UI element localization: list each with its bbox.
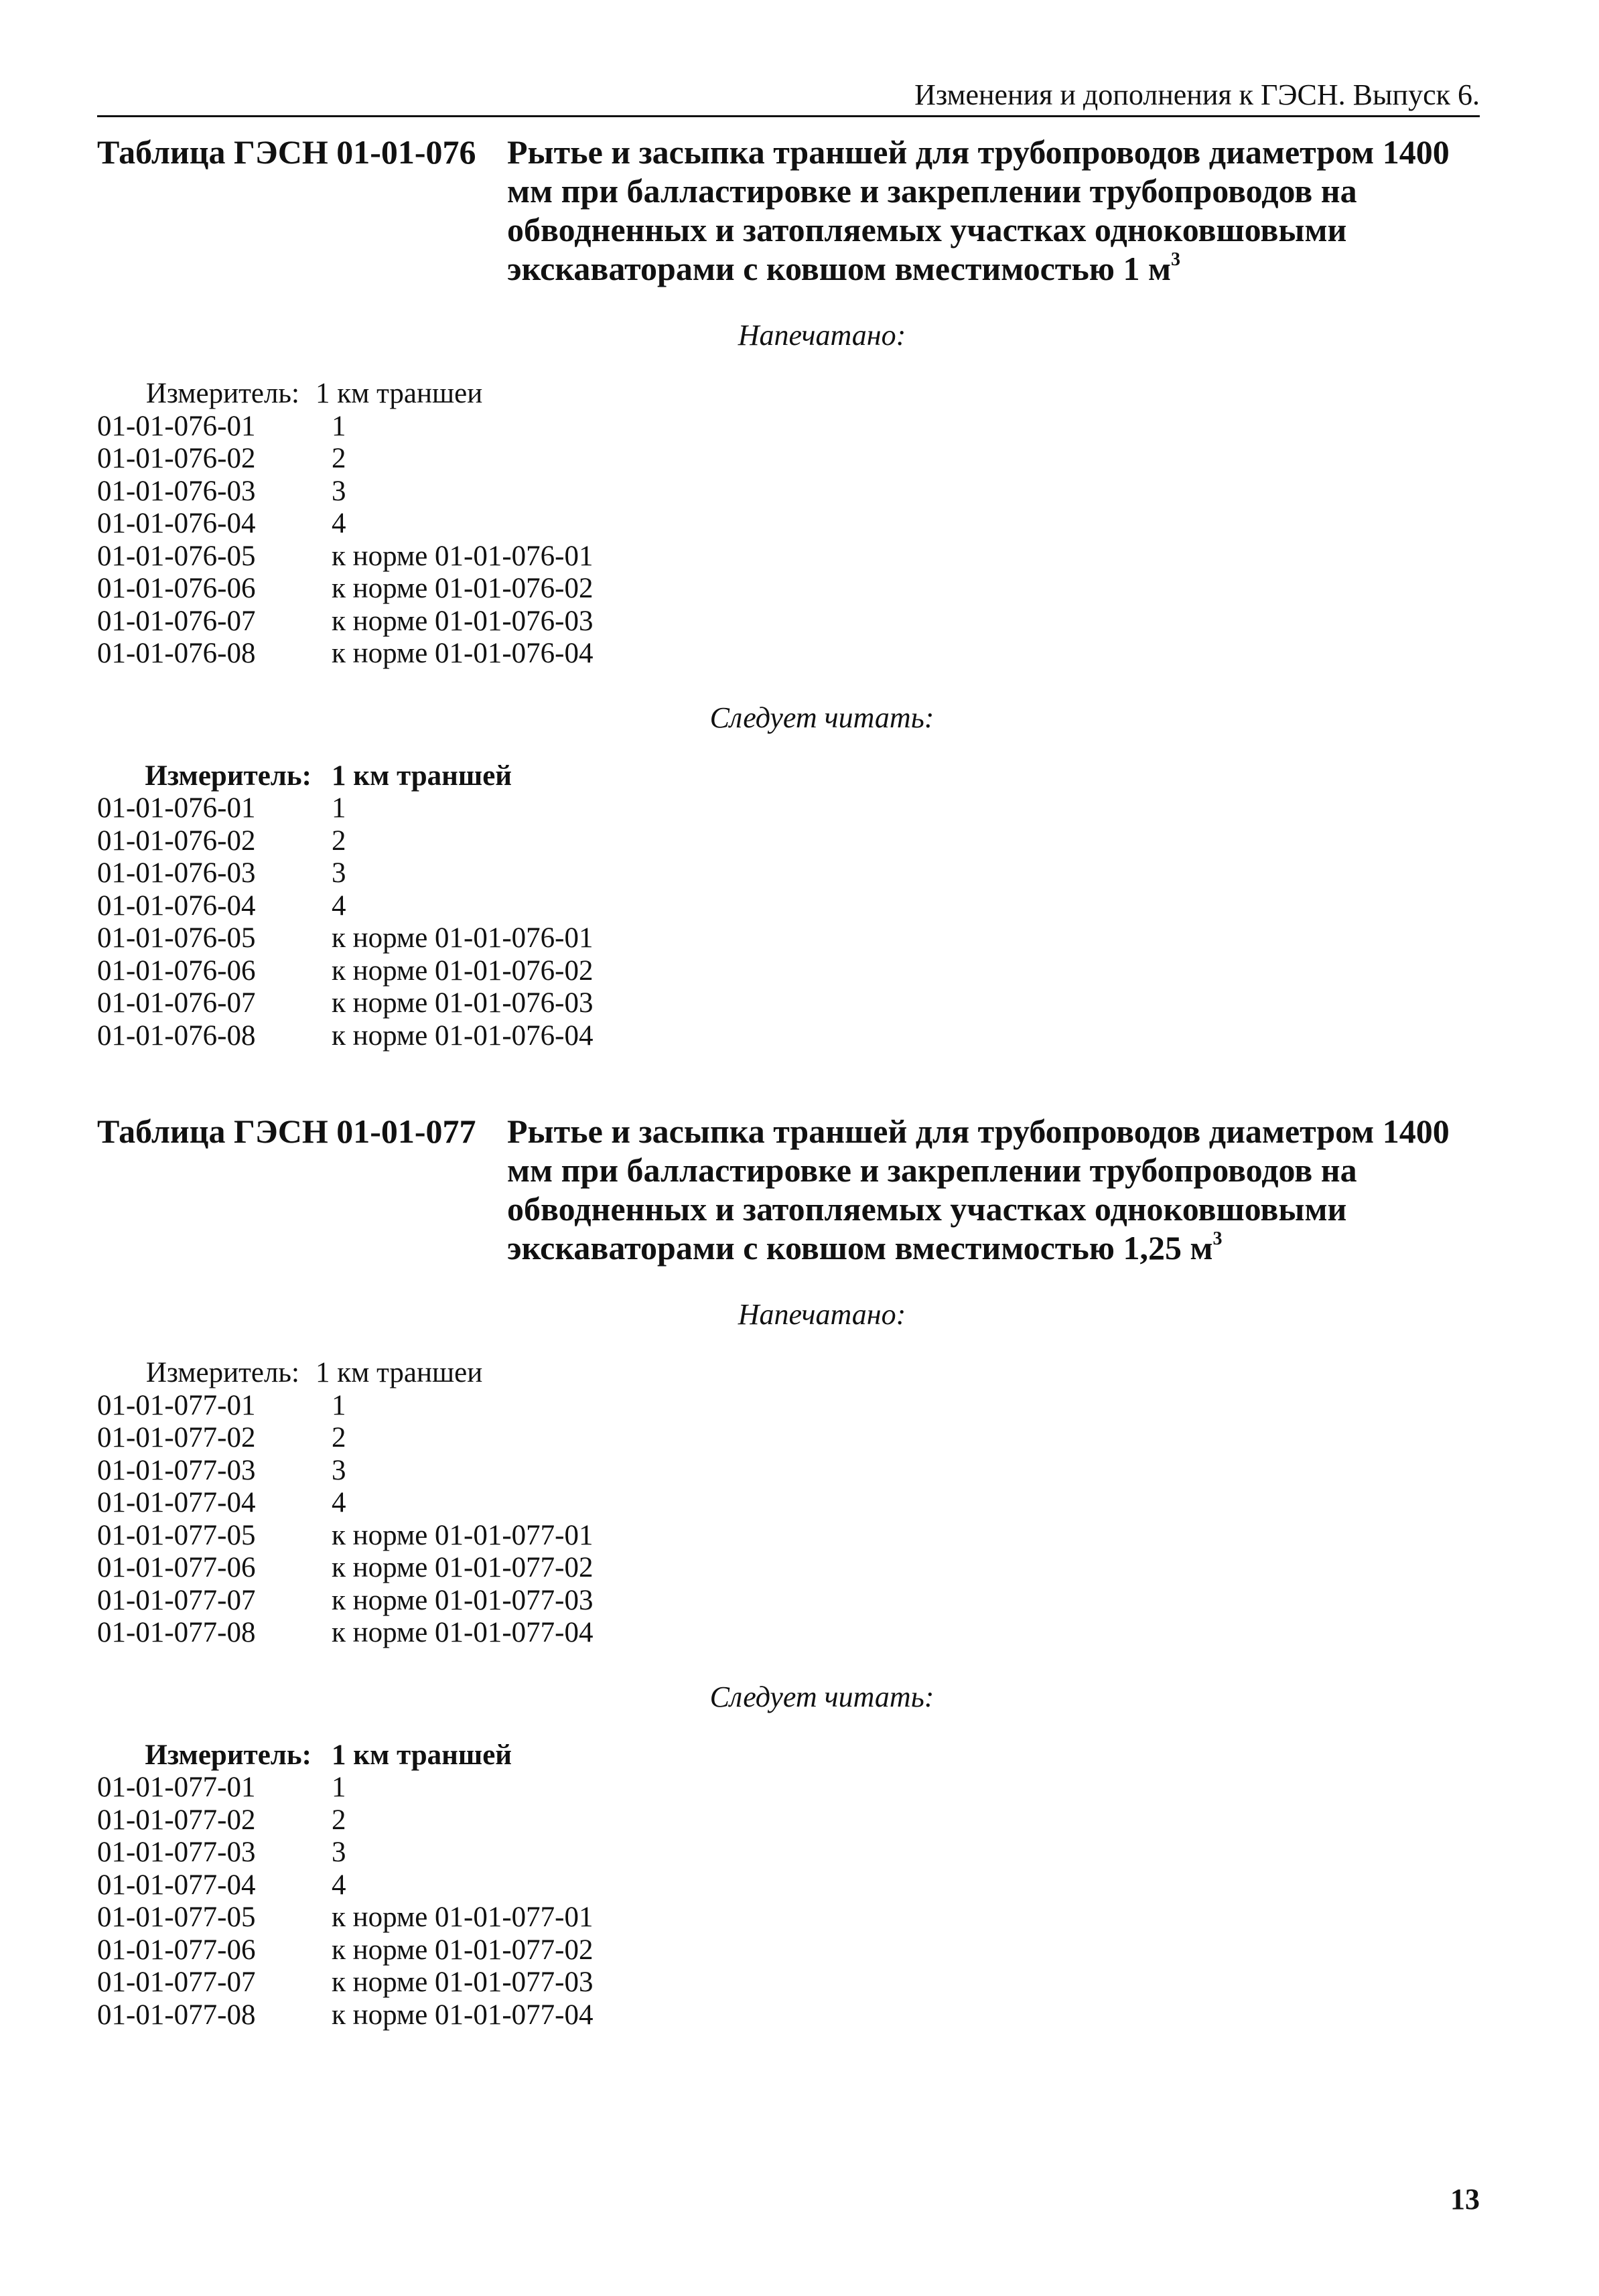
norm-ref: к норме 01-01-076-02 <box>332 573 594 604</box>
norm-ref: к норме 01-01-077-02 <box>332 1552 594 1583</box>
norm-code: 01-01-076-02 <box>97 443 256 474</box>
norm-code: 01-01-077-08 <box>97 1999 256 2031</box>
norm-code: 01-01-076-05 <box>97 922 256 954</box>
norm-row <box>97 1585 1480 1618</box>
meter-value: 1 км траншей <box>332 1739 512 1771</box>
norm-row <box>97 573 1480 605</box>
norm-row <box>97 1837 1480 1869</box>
norm-ref: к норме 01-01-076-04 <box>332 638 594 669</box>
norm-row <box>97 890 1480 923</box>
page-number: 13 <box>1450 2183 1480 2216</box>
norm-ref: 2 <box>332 443 346 474</box>
printed-label: Напечатано: <box>738 319 906 352</box>
norm-ref: 1 <box>332 1389 346 1421</box>
norm-row <box>97 1552 1480 1585</box>
norm-row <box>97 825 1480 858</box>
table-description <box>507 1112 1480 1267</box>
norm-ref: к норме 01-01-076-01 <box>332 922 594 954</box>
table-title <box>97 1112 1480 1267</box>
norm-code: 01-01-077-05 <box>97 1902 256 1933</box>
norm-ref: 3 <box>332 1454 346 1486</box>
meter-line <box>97 1357 1480 1390</box>
superscript-cube: 3 <box>1171 249 1181 271</box>
norm-ref: к норме 01-01-077-03 <box>332 1584 594 1616</box>
norm-code: 01-01-077-07 <box>97 1966 256 1998</box>
norm-row <box>97 1934 1480 1967</box>
norm-row <box>97 1772 1480 1804</box>
norm-code: 01-01-077-04 <box>97 1487 256 1518</box>
norm-ref: к норме 01-01-077-01 <box>332 1519 594 1551</box>
norm-code: 01-01-076-01 <box>97 410 256 442</box>
norm-row <box>97 476 1480 508</box>
norm-code: 01-01-076-04 <box>97 889 256 922</box>
norm-ref: 1 <box>332 1772 346 1803</box>
printed-list <box>97 378 1480 670</box>
norm-ref: к норме 01-01-076-01 <box>332 540 594 572</box>
meter-line <box>97 1739 1480 1772</box>
norm-row <box>97 1804 1480 1837</box>
corrected-list <box>97 1739 1480 2032</box>
header-rule <box>97 115 1480 117</box>
table-description-text: Рытье и засыпка траншей для трубопроводов диаметром 1400 мм при балластировке и закреплении трубопроводов на обводненных и затопляемых участках одноковшовыми экскаваторами с ковшом вместимостью 1,25 м <box>507 1113 1450 1267</box>
norm-row <box>97 1487 1480 1520</box>
norm-ref: к норме 01-01-076-03 <box>332 987 594 1019</box>
table-title <box>97 133 1480 288</box>
norm-code: 01-01-077-06 <box>97 1934 256 1966</box>
norm-row <box>97 1966 1480 1999</box>
norm-row <box>97 411 1480 443</box>
table-description-text: Рытье и засыпка траншей для трубопроводов диаметром 1400 мм при балластировке и закреплении трубопроводов на обводненных и затопляемых участках одноковшовыми экскаваторами с ковшом вместимостью 1 м <box>507 133 1450 287</box>
norm-ref: к норме 01-01-076-03 <box>332 605 594 637</box>
norm-code: 01-01-076-06 <box>97 954 256 987</box>
norm-code: 01-01-077-06 <box>97 1552 256 1583</box>
norm-ref: 4 <box>332 1869 346 1901</box>
norm-code: 01-01-076-03 <box>97 475 256 507</box>
norm-code: 01-01-077-01 <box>97 1389 256 1421</box>
printed-label: Напечатано: <box>738 1298 906 1331</box>
norm-code: 01-01-077-01 <box>97 1772 256 1803</box>
norm-row <box>97 857 1480 890</box>
norm-code: 01-01-076-02 <box>97 824 256 857</box>
norm-row <box>97 541 1480 573</box>
printed-list <box>97 1357 1480 1650</box>
corrected-label: Следует читать: <box>709 701 934 734</box>
table-description <box>507 133 1480 288</box>
meter-label: Измеритель: <box>145 1739 311 1771</box>
norm-row <box>97 508 1480 541</box>
norm-row <box>97 1617 1480 1650</box>
meter-value: 1 км траншеи <box>316 1357 483 1388</box>
norm-row <box>97 922 1480 955</box>
norm-code: 01-01-077-04 <box>97 1869 256 1901</box>
table-section-076 <box>97 133 1480 1052</box>
norm-row <box>97 1869 1480 1902</box>
norm-ref: к норме 01-01-076-04 <box>332 1019 594 1052</box>
norm-ref: 1 <box>332 792 346 824</box>
norm-ref: 3 <box>332 1837 346 1868</box>
superscript-cube: 3 <box>1212 1228 1223 1250</box>
norm-ref: 1 <box>332 410 346 442</box>
table-code: Таблица ГЭСН 01-01-076 <box>97 133 476 171</box>
norm-ref: 3 <box>332 475 346 507</box>
meter-label: Измеритель: <box>145 1357 299 1388</box>
meter-label: Измеритель: <box>145 378 299 409</box>
norm-ref: к норме 01-01-077-04 <box>332 1999 594 2031</box>
norm-code: 01-01-076-07 <box>97 987 256 1019</box>
norm-row <box>97 605 1480 638</box>
norm-code: 01-01-077-05 <box>97 1519 256 1551</box>
norm-row <box>97 792 1480 825</box>
norm-code: 01-01-076-03 <box>97 857 256 889</box>
norm-row <box>97 1520 1480 1553</box>
norm-code: 01-01-076-06 <box>97 573 256 604</box>
norm-code: 01-01-076-05 <box>97 540 256 572</box>
norm-ref: 2 <box>332 1804 346 1836</box>
norm-ref: 2 <box>332 1422 346 1453</box>
norm-ref: 3 <box>332 857 346 889</box>
norm-ref: 4 <box>332 1487 346 1518</box>
meter-value: 1 км траншеи <box>316 378 483 409</box>
norm-row <box>97 1999 1480 2032</box>
norm-ref: к норме 01-01-077-01 <box>332 1902 594 1933</box>
norm-code: 01-01-077-02 <box>97 1804 256 1836</box>
meter-label: Измеритель: <box>145 760 311 792</box>
corrected-label: Следует читать: <box>709 1680 934 1713</box>
norm-ref: 2 <box>332 824 346 857</box>
norm-ref: к норме 01-01-076-02 <box>332 954 594 987</box>
meter-line <box>97 378 1480 411</box>
meter-line <box>97 760 1480 793</box>
table-section-077 <box>97 1112 1480 2031</box>
running-header: Изменения и дополнения к ГЭСН. Выпуск 6. <box>914 78 1480 111</box>
norm-row <box>97 1902 1480 1934</box>
norm-row <box>97 1422 1480 1455</box>
norm-row <box>97 1390 1480 1423</box>
norm-code: 01-01-077-07 <box>97 1584 256 1616</box>
norm-code: 01-01-077-03 <box>97 1837 256 1868</box>
norm-code: 01-01-076-08 <box>97 638 256 669</box>
table-code: Таблица ГЭСН 01-01-077 <box>97 1113 476 1150</box>
norm-ref: к норме 01-01-077-03 <box>332 1966 594 1998</box>
norm-code: 01-01-077-03 <box>97 1454 256 1486</box>
norm-row <box>97 955 1480 988</box>
norm-row <box>97 638 1480 670</box>
norm-code: 01-01-076-01 <box>97 792 256 824</box>
norm-code: 01-01-077-02 <box>97 1422 256 1453</box>
norm-row <box>97 987 1480 1020</box>
norm-code: 01-01-076-08 <box>97 1019 256 1052</box>
norm-row <box>97 1455 1480 1488</box>
norm-row <box>97 443 1480 476</box>
meter-value: 1 км траншей <box>332 760 512 792</box>
norm-code: 01-01-076-04 <box>97 508 256 539</box>
norm-ref: к норме 01-01-077-02 <box>332 1934 594 1966</box>
norm-row <box>97 1020 1480 1053</box>
norm-code: 01-01-077-08 <box>97 1617 256 1648</box>
norm-ref: 4 <box>332 889 346 922</box>
norm-ref: к норме 01-01-077-04 <box>332 1617 594 1648</box>
corrected-list <box>97 760 1480 1053</box>
norm-ref: 4 <box>332 508 346 539</box>
norm-code: 01-01-076-07 <box>97 605 256 637</box>
